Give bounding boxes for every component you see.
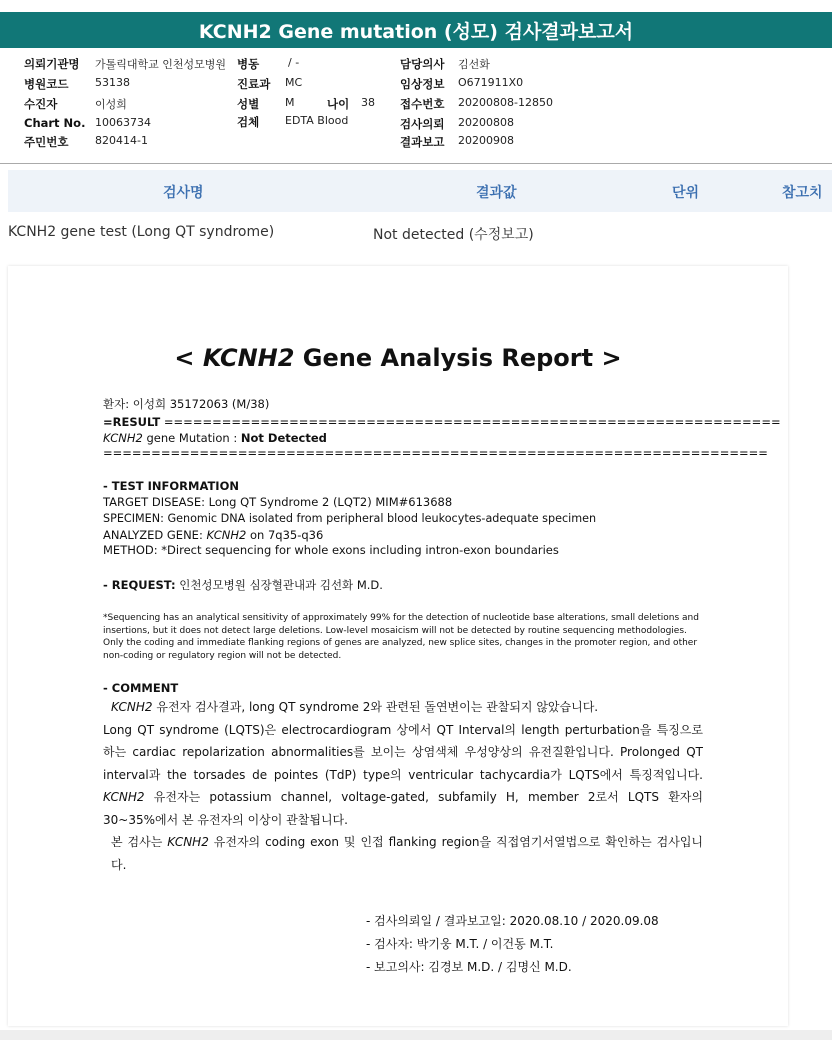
- patient-line: 환자: 이성희 35172063 (M/38): [103, 397, 270, 411]
- comment-body: [103, 696, 703, 876]
- chart-label: Chart No.: [24, 116, 86, 130]
- sign-reporter: - 보고의사: 김경보 M.D. / 김명신 M.D.: [366, 960, 572, 974]
- result-line: =RESULT ================================================================: [103, 415, 781, 429]
- report-date-value: 20200908: [458, 134, 514, 147]
- sequencing-footnote: *Sequencing has an analytical sensitivity of approximately 99% for the detection of nucleotide base alterations, small deletions and insertions, but it does not detect large deletions. Low-level mosaicism will not be detected by routine sequencing methodologies. Only the coding and immediate flanking regions of genes are analyzed, new splice sites, changes in the promoter region, and other non-coding or regulatory region will not be detected.: [103, 613, 699, 661]
- code-value: 53138: [95, 76, 130, 89]
- col-unit: 단위: [672, 185, 700, 201]
- age-value: 38: [361, 96, 375, 109]
- ward-label: 병동: [237, 57, 260, 71]
- comment-paragraph-3: 본 검사는 KCNH2 유전자의 coding exon 및 인접 flanking region을 직접염기서열법으로 확인하는 검사입니다.: [111, 835, 704, 872]
- request-date-label: 검사의뢰: [400, 117, 445, 131]
- age-label: 나이: [327, 97, 350, 111]
- patient-info-panel: [0, 52, 832, 164]
- report-title-bar: [0, 12, 832, 48]
- id-value: 820414-1: [95, 134, 148, 147]
- sex-label: 성별: [237, 97, 260, 111]
- sign-tester: - 검사자: 박기웅 M.T. / 이건동 M.T.: [366, 937, 554, 951]
- recipient-value: 이성희: [95, 98, 127, 111]
- chart-value: 10063734: [95, 116, 151, 129]
- mutation-line: KCNH2 gene Mutation : Not Detected: [103, 431, 327, 445]
- report-date-label: 결과보고: [400, 135, 445, 149]
- doctor-label: 담당의사: [400, 57, 445, 71]
- info-divider: [0, 163, 832, 164]
- result-table-header: [8, 170, 832, 212]
- page-title: KCNH2 Gene mutation (성모) 검사결과보고서: [198, 20, 634, 43]
- gene-analysis-report: [8, 266, 788, 1026]
- receipt-value: 20200808-12850: [458, 96, 553, 109]
- equals-divider: =====================================================================: [103, 446, 768, 460]
- comment-paragraph-1: KCNH2 유전자 검사결과, long QT syndrome 2와 관련된 돌연변이는 관찰되지 않았습니다.: [111, 700, 599, 714]
- result-cell: Not detected (수정보고): [373, 227, 534, 243]
- dept-label: 진료과: [237, 77, 271, 91]
- target-disease: TARGET DISEASE: Long QT Syndrome 2 (LQT2) MIM#613688: [103, 495, 453, 509]
- id-label: 주민번호: [24, 135, 69, 149]
- clinical-value: O671911X0: [458, 76, 524, 89]
- sex-value: M: [285, 96, 295, 109]
- analyzed-gene: ANALYZED GENE: KCNH2 on 7q35-q36: [103, 528, 324, 542]
- clinical-label: 임상정보: [400, 77, 445, 91]
- bottom-strip: [0, 1030, 832, 1040]
- receipt-label: 접수번호: [400, 97, 445, 111]
- hospital-value: 가톨릭대학교 인천성모병원: [95, 58, 227, 71]
- col-result: 결과값: [476, 185, 517, 201]
- recipient-label: 수진자: [24, 97, 58, 111]
- table-row: [0, 222, 832, 246]
- code-label: 병원코드: [24, 77, 69, 91]
- specimen-line: SPECIMEN: Genomic DNA isolated from peripheral blood leukocytes-adequate specimen: [103, 512, 597, 525]
- method-line: METHOD: *Direct sequencing for whole exons including intron-exon boundaries: [103, 543, 559, 557]
- specimen-label: 검체: [237, 115, 260, 129]
- comment-heading: - COMMENT: [103, 681, 179, 695]
- sign-dates: - 검사의뢰일 / 결과보고일: 2020.08.10 / 2020.09.08: [366, 914, 659, 928]
- ward-value: / -: [288, 56, 300, 69]
- request-date-value: 20200808: [458, 116, 514, 129]
- comment-paragraph-2: Long QT syndrome (LQTS)은 electrocardiogram 상에서 QT Interval의 length perturbation을 특징으로 하는 cardiac repolarization abnormalities를 보이는 상염색체 우성양상의 유전질환입니다. Prolonged QT interval과 the torsades de pointes (TdP) type의 ventricular tachycardia가 LQTS에서 특징적입니다. KCNH2 유전자는 potassium channel, voltage-gated, subfamily H, member 2로서 LQTS 환자의 30~35%에서 본 유전자의 이상이 관찰됩니다.: [103, 722, 703, 827]
- doctor-value: 김선화: [458, 58, 490, 71]
- test-info-heading: - TEST INFORMATION: [103, 479, 239, 493]
- request-line: - REQUEST: 인천성모병원 심장혈관내과 김선화 M.D.: [103, 578, 383, 592]
- col-test-name: 검사명: [163, 185, 204, 201]
- col-reference: 참고치: [782, 185, 823, 201]
- dept-value: MC: [285, 76, 303, 89]
- specimen-value: EDTA Blood: [285, 114, 349, 127]
- hospital-label: 의뢰기관명: [24, 57, 80, 71]
- test-name-cell: KCNH2 gene test (Long QT syndrome): [8, 224, 275, 240]
- report-title: < KCNH2 Gene Analysis Report >: [174, 344, 622, 372]
